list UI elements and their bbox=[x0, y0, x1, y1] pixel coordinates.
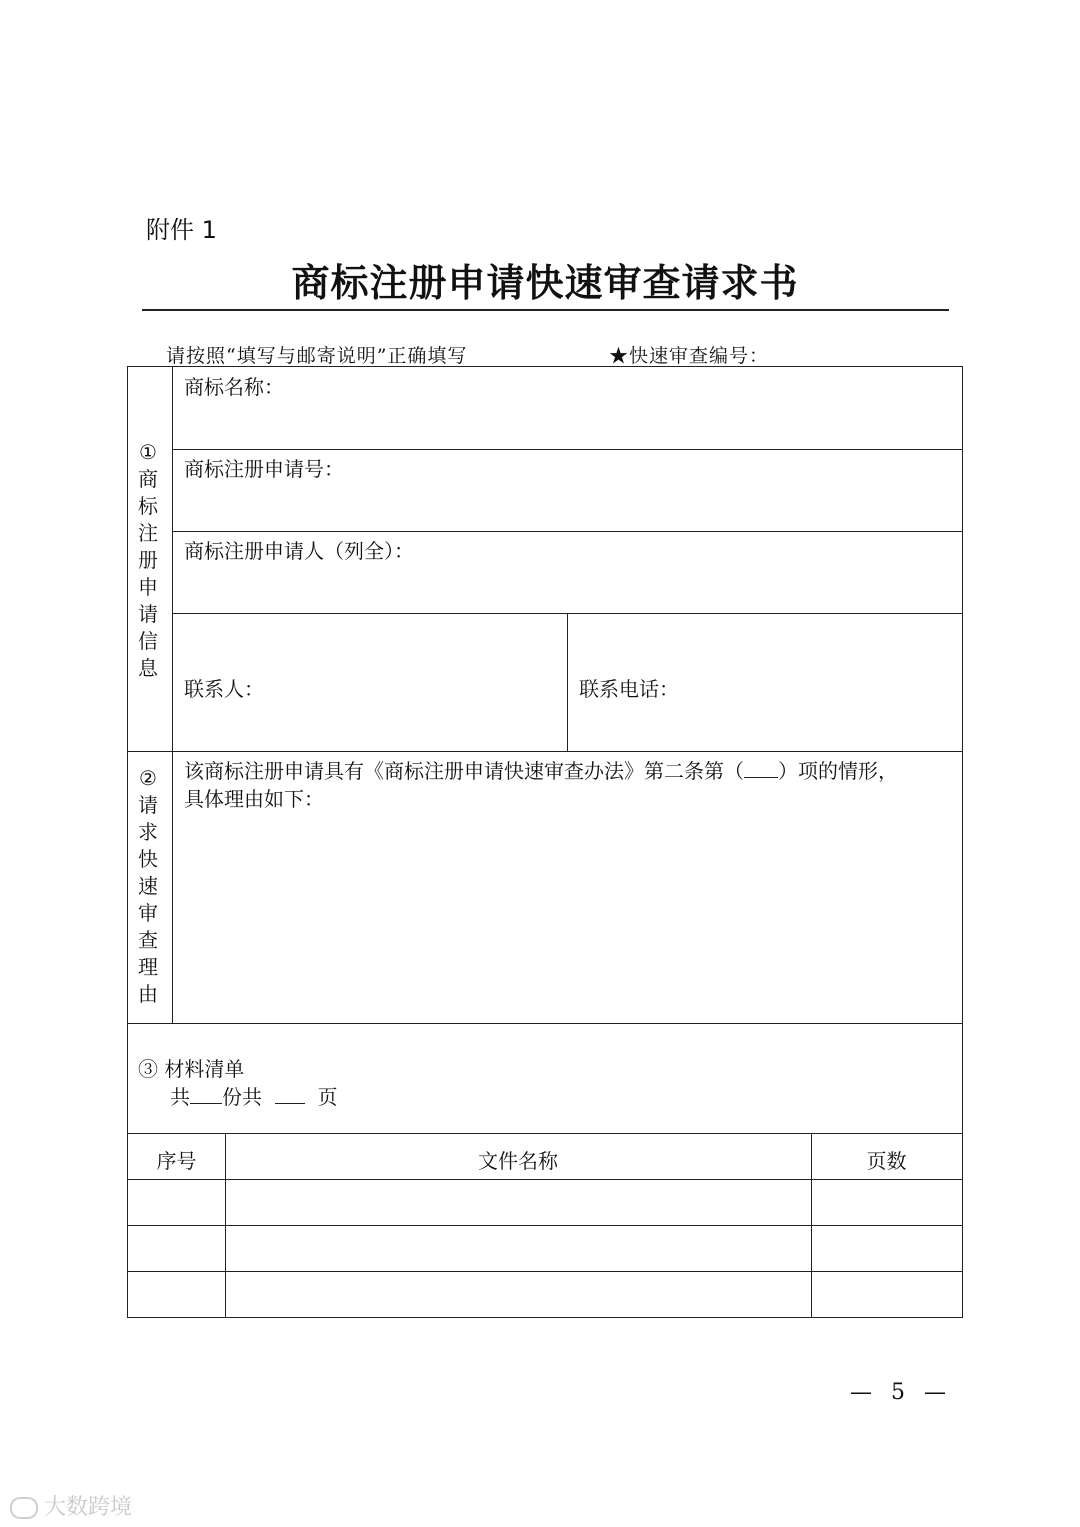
table-cell-pages[interactable] bbox=[812, 1226, 962, 1271]
watermark-logo-icon bbox=[10, 1497, 38, 1519]
table-cell-pages[interactable] bbox=[812, 1180, 962, 1225]
reason-detail-field[interactable]: 具体理由如下： bbox=[184, 787, 324, 811]
watermark-text: 大数跨境 bbox=[44, 1495, 133, 1520]
materials-count bbox=[170, 1081, 337, 1110]
row-divider-appno bbox=[172, 531, 962, 532]
table-cell-pages[interactable] bbox=[812, 1272, 962, 1317]
count-suffix: 页 bbox=[317, 1085, 338, 1109]
section1-label: ① 商 标 注 册 申 请 信 息 bbox=[138, 440, 158, 680]
title-rule bbox=[142, 309, 949, 311]
document-title: 商标注册申请快速审查请求书 bbox=[291, 260, 799, 305]
contact-phone-divider bbox=[567, 613, 568, 751]
fast-review-number-label: ★快速审查编号： bbox=[609, 345, 770, 367]
section2-section3-divider bbox=[128, 1023, 962, 1024]
table-cell-filename[interactable] bbox=[226, 1272, 811, 1317]
contact-person-field[interactable]: 联系人： bbox=[184, 677, 264, 701]
section1-label-divider bbox=[172, 367, 173, 751]
reason-prefix: 该商标注册申请具有《商标注册申请快速审查办法》第二条第（ bbox=[184, 759, 744, 783]
count-prefix: 共 bbox=[170, 1085, 190, 1109]
copies-blank[interactable] bbox=[190, 1085, 222, 1104]
table-cell-index[interactable] bbox=[128, 1272, 225, 1317]
attachment-label: 附件 1 bbox=[146, 216, 217, 244]
materials-list-label: ③ 材料清单 bbox=[138, 1057, 245, 1081]
table-cell-index[interactable] bbox=[128, 1180, 225, 1225]
section1-section2-divider bbox=[128, 751, 962, 752]
watermark bbox=[10, 1490, 132, 1521]
form-frame bbox=[127, 366, 963, 1318]
reason-statement bbox=[184, 755, 898, 784]
table-header-pages: 页数 bbox=[866, 1149, 907, 1173]
trademark-name-field[interactable]: 商标名称： bbox=[184, 375, 284, 399]
row-divider-name bbox=[172, 449, 962, 450]
filling-note: 请按照“填写与邮寄说明”正确填写 bbox=[166, 345, 468, 367]
count-middle: 份共 bbox=[222, 1085, 262, 1109]
section2-label-divider bbox=[172, 751, 173, 1023]
table-top-line bbox=[128, 1133, 962, 1134]
section2-label: ② 请 求 快 速 审 查 理 由 bbox=[138, 766, 158, 1006]
contact-phone-field[interactable]: 联系电话： bbox=[579, 677, 679, 701]
application-number-field[interactable]: 商标注册申请号： bbox=[184, 457, 344, 481]
reason-item-blank[interactable] bbox=[744, 759, 778, 778]
table-cell-index[interactable] bbox=[128, 1226, 225, 1271]
reason-suffix: ）项的情形， bbox=[778, 759, 898, 783]
page-number: — 5 — bbox=[850, 1380, 952, 1405]
table-cell-filename[interactable] bbox=[226, 1180, 811, 1225]
table-header-index: 序号 bbox=[156, 1149, 197, 1173]
table-header-filename: 文件名称 bbox=[478, 1149, 558, 1173]
applicant-field[interactable]: 商标注册申请人（列全）： bbox=[184, 539, 414, 563]
table-cell-filename[interactable] bbox=[226, 1226, 811, 1271]
pages-blank[interactable] bbox=[275, 1085, 305, 1104]
